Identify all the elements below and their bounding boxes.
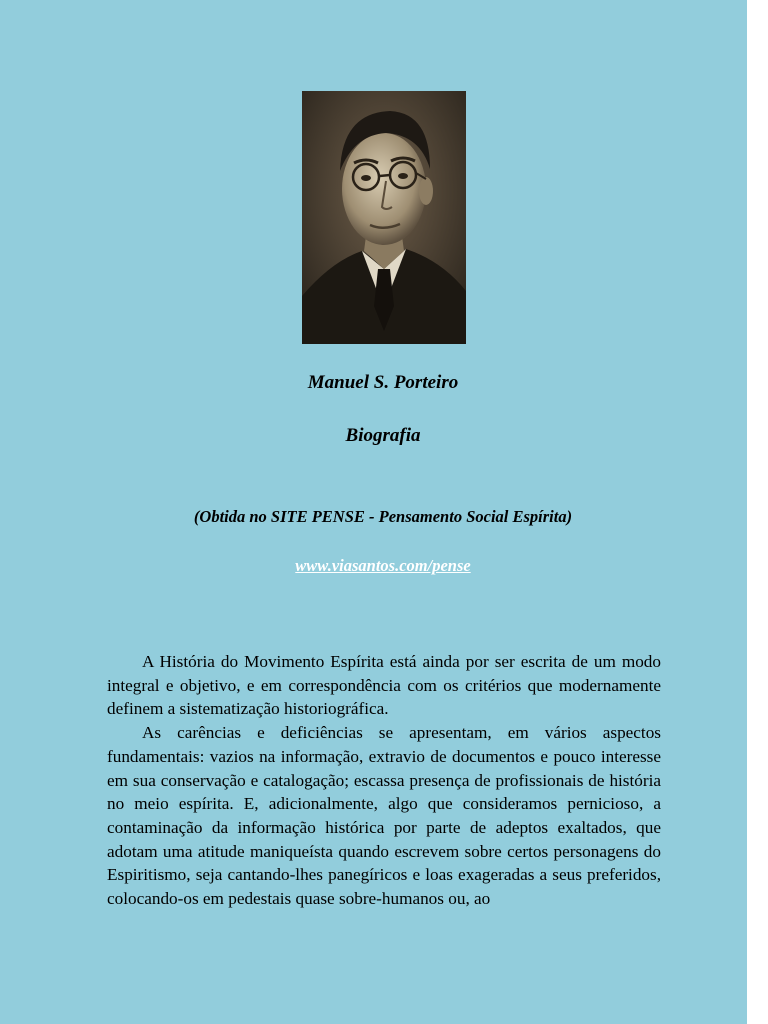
portrait-photo [302,91,466,344]
source-link[interactable]: www.viasantos.com/pense [295,556,471,575]
body-text [107,650,661,911]
paragraph: A História do Movimento Espírita está ainda por ser escrita de um modo integral e objetivo, e em correspondência com os critérios que modernamente definem a sistematização historiográfica. [107,652,661,719]
author-portrait [302,91,466,344]
document-subtitle: Biografia [345,425,421,446]
source-note: (Obtida no SITE PENSE - Pensamento Social Espírita) [193,507,573,526]
paragraph: As carências e deficiências se apresentam, em vários aspectos fundamentais: vazios na informação, extravio de documentos e pouco interesse em sua conservação e catalogação; escassa presença de profissionais de história no meio espírita. E, adicionalmente, algo que consideramos pernicioso, a contaminação da informação histórica por parte de adeptos exaltados, que adotam uma atitude maniqueísta quando escrevem sobre certos personagens do Espiritismo, seja cantando-lhes panegíricos e loas exageradas a seus preferidos, colocando-os em pedestais quase sobre-humanos ou, ao [107,723,661,909]
author-name: Manuel S. Porteiro [307,372,459,393]
